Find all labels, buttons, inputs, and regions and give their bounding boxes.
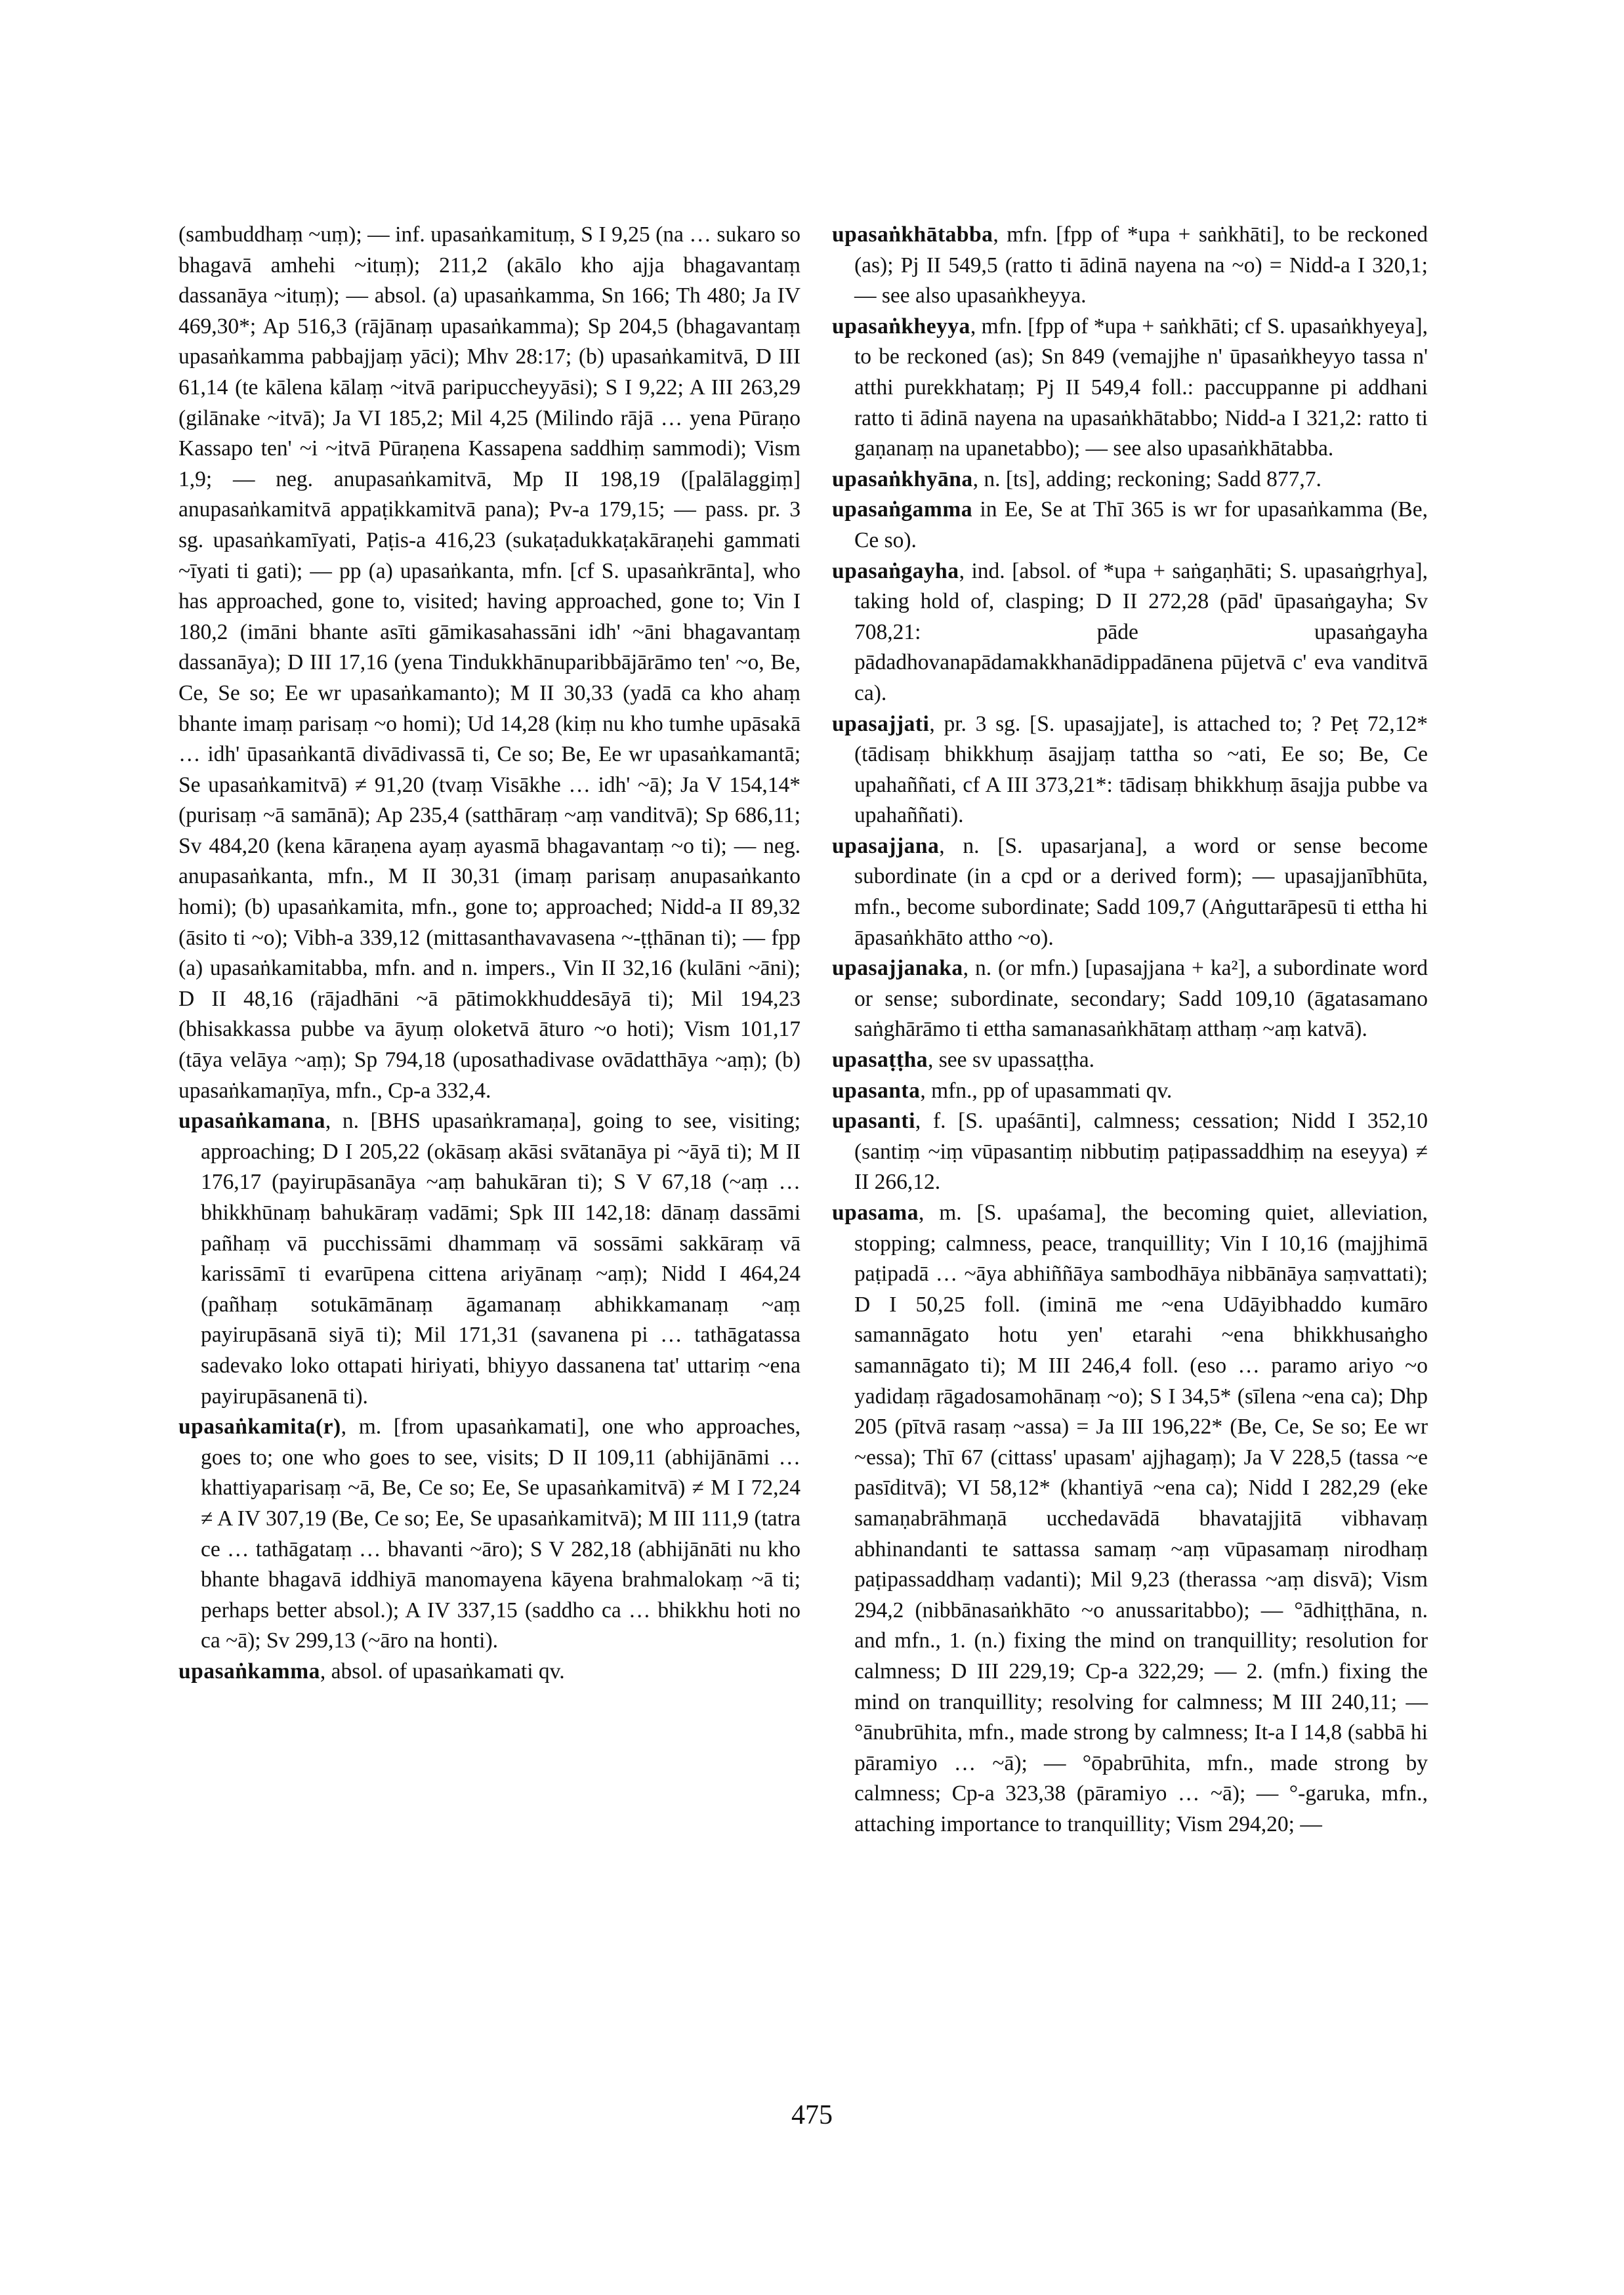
dictionary-entry — [832, 465, 1428, 495]
entry-body: , mfn. [fpp of *upa + saṅkhāti], to be reckoned (as); Pj II 549,5 (ratto ti ādinā nayena na ~o) = Nidd-a I 320,1; — see also upasaṅkheyya. — [854, 222, 1428, 308]
entry-body: , n. (or mfn.) [upasajjana + ka²], a subordinate word or sense; subordinate, secondary; Sadd 109,10 (āgatasamano saṅghārāmo ti ettha samanasaṅkhātaṃ atthaṃ ~aṃ katvā). — [854, 956, 1428, 1042]
dictionary-entry — [832, 1106, 1428, 1198]
dictionary-entry — [832, 220, 1428, 312]
page-number: 475 — [791, 2100, 833, 2130]
entry-headword: upasaṅgayha — [832, 558, 959, 583]
dictionary-entry — [832, 953, 1428, 1045]
entry-body: , n. [S. upasarjana], a word or sense become subordinate (in a cpd or a derived form); — upasajjanībhūta, mfn., become subordinate; Sadd 109,7 (Aṅguttarāpesū ti ettha hi āpasaṅkhāto attho ~o). — [854, 833, 1428, 950]
dictionary-entry — [832, 1045, 1428, 1076]
entry-body: in Ee, Se at Thī 365 is wr for upasaṅkamma (Be, Ce so). — [854, 497, 1428, 552]
dictionary-entry — [832, 831, 1428, 953]
entry-headword: upasaṭṭha — [832, 1048, 928, 1073]
entry-body: (sambuddhaṃ ~uṃ); — inf. upasaṅkamituṃ, S I 9,25 (na … sukaro so bhagavā amhehi ~ituṃ); 211,2 (akālo kho ajja bhagavantaṃ dassanāya ~ituṃ); — absol. (a) upasaṅkamma, Sn 166; Th 480; Ja IV 469,30*; Ap 516,3 (rājānaṃ upasaṅkamma); Sp 204,5 (bhagavantaṃ upasaṅkamma pabbajjaṃ yāci); Mhv 28:17; (b) upasaṅkamitvā, D III 61,14 (te kālena kālaṃ ~itvā paripuccheyyāsi); S I 9,22; A III 263,29 (gilānake ~itvā); Ja VI 185,2; Mil 4,25 (Milindo rājā … yena Pūraṇo Kassapo ten' ~i ~itvā Pūraṇena Kassapena saddhiṃ sammodi); Vism 1,9; — neg. anupasaṅkamitvā, Mp II 198,19 ([palālaggiṃ] anupasaṅkamitvā appaṭikkamitvā pana); Pv-a 179,15; — pass. pr. 3 sg. upasaṅkamīyati, Paṭis-a 416,23 (sukaṭadukkaṭakāraṇehi gammati ~īyati ti gati); — pp (a) upasaṅkanta, mfn. [cf S. upasaṅkrānta], who has approached, gone to, visited; having approached, gone to; Vin I 180,2 (imāni bhante asīti gāmikasahassāni idh' ~āni bhagavantaṃ dassanāya); D III 17,16 (yena Tindukkhānuparibbājārāmo ten' ~o, Be, Ce, Se so; Ee wr upasaṅkamanto); M II 30,33 (yadā ca kho ahaṃ bhante imaṃ parisaṃ ~o homi); Ud 14,28 (kiṃ nu kho tumhe upāsakā … idh' ūpasaṅkantā divādivassā ti, Ce so; Be, Ee wr upasaṅkamantā; Se upasaṅkamitvā) ≠ 91,20 (tvaṃ Visākhe … idh' ~ā); Ja V 154,14* (purisaṃ ~ā samānā); Ap 235,4 (satthāraṃ ~aṃ vanditvā); Sp 686,11; Sv 484,20 (kena kāraṇena ayaṃ ayasmā bhagavantaṃ ~o ti); — neg. anupasaṅkanta, mfn., M II 30,31 (imaṃ parisaṃ anupasaṅkanto homi); (b) upasaṅkamita, mfn., gone to; approached; Nidd-a II 89,32 (āsito ti ~o); Vibh-a 339,12 (mittasanthavavasena ~-ṭṭhānan ti); — fpp (a) upasaṅkamitabba, mfn. and n. impers., Vin II 32,16 (kulāni ~āni); D II 48,16 (rājadhāni ~ā pātimokkhuddesāyā ti); Mil 194,23 (bhisakkassa pubbe va āyuṃ oloketvā āturo ~o hoti); Vism 101,17 (tāya velāya ~aṃ); Sp 794,18 (uposathadivase ovādatthāya ~aṃ); (b) upasaṅkamaṇīya, mfn., Cp-a 332,4. — [178, 222, 801, 1103]
entry-headword: upasaṅkhātabba — [832, 222, 993, 247]
entry-headword: upasajjati — [832, 711, 930, 736]
entry-body: , mfn. [fpp of *upa + saṅkhāti; cf S. upasaṅkhyeya], to be reckoned (as); Sn 849 (vemajjhe n' ūpasaṅkheyyo tassa n' atthi purekkhataṃ; Pj II 549,4 foll.: paccuppanne pi addhani ratto ti ādinā nayena na upasaṅkhātabbo; Nidd-a I 321,2: ratto ti gaṇanaṃ na upanetabbo); — see also upasaṅkhātabba. — [854, 314, 1428, 461]
entry-headword: upasajjana — [832, 833, 940, 858]
entry-body: , f. [S. upaśānti], calmness; cessation; Nidd I 352,10 (santiṃ ~iṃ vūpasantiṃ nibbutiṃ paṭipassaddhiṃ na eseyya) ≠ II 266,12. — [854, 1109, 1428, 1195]
entry-body: , see sv upassaṭṭha. — [928, 1048, 1094, 1073]
entry-headword: upasajjanaka — [832, 956, 963, 981]
dictionary-entry — [832, 495, 1428, 556]
entry-headword: upasaṅgamma — [832, 497, 972, 522]
right-column — [832, 220, 1428, 1840]
entry-headword: upasanta — [832, 1078, 921, 1103]
entry-headword: upasaṅkhyāna — [832, 466, 973, 491]
entry-headword: upasama — [832, 1201, 919, 1225]
entry-body: , m. [S. upaśama], the becoming quiet, alleviation, stopping; calmness, peace, tranquillity; Vin I 10,16 (majjhimā paṭipadā … ~āya abhiññāya sambodhāya nibbānāya saṃvattati); D I 50,25 foll. (iminā me ~ena Udāyibhaddo kumāro samannāgato hotu yen' etarahi ~ena bhikkhusaṅgho samannāgato ti); M III 246,4 foll. (eso … paramo ariyo ~o yadidaṃ rāgadosamohānaṃ ~o); S I 34,5* (sīlena ~ena ca); Dhp 205 (pītvā rasaṃ ~assa) = Ja III 196,22* (Be, Ce, Se so; Ee wr ~essa); Thī 67 (cittass' upasam' ajjhagaṃ); Ja V 228,5 (tassa ~e pasīditvā); VI 58,12* (khantiyā ~ena ca); Nidd I 282,29 (eke samaṇabrāhmaṇā ucchedavādā bhavatajjitā vibhavaṃ abhinandanti te sattassa samaṃ ~aṃ vūpasamaṃ nirodhaṃ paṭipassaddhaṃ vadanti); Mil 9,23 (therassa ~aṃ disvā); Vism 294,2 (nibbānasaṅkhāto ~o anussaritabbo); — °ādhiṭṭhāna, n. and mfn., 1. (n.) fixing the mind on tranquillity; resolution for calmness; D III 229,19; Cp-a 322,29; — 2. (mfn.) fixing the mind on tranquillity; resolving for calmness; M III 240,11; — °ānubrūhita, mfn., made strong by calmness; It-a I 14,8 (sabbā hi pāramiyo … ~ā); — °ōpabrūhita, mfn., made strong by calmness; Cp-a 323,38 (pāramiyo … ~ā); — °-garuka, mfn., attaching importance to tranquillity; Vism 294,20; — — [854, 1201, 1428, 1836]
entry-body: , mfn., pp of upasammati qv. — [920, 1078, 1173, 1103]
entry-headword: upasaṅkamma — [178, 1659, 320, 1684]
entry-body: , n. [ts], adding; reckoning; Sadd 877,7. — [972, 466, 1322, 491]
dictionary-entry — [178, 1412, 801, 1657]
entry-body: , n. [BHS upasaṅkramaṇa], going to see, visiting; approaching; D I 205,22 (okāsaṃ akāsi svātanāya pi ~āyā ti); M II 176,17 (payirupāsanāya ~aṃ bahukāran ti); S V 67,18 (~aṃ … bhikkhūnaṃ bahukāraṃ vadāmi; Spk III 142,18: dānaṃ dassāmi pañhaṃ vā pucchissāmi dhammaṃ vā sossāmi sakkāraṃ vā karissāmī ti evarūpena cittena ariyānaṃ ~aṃ); Nidd I 464,24 (pañhaṃ sotukāmānaṃ āgamanaṃ abhikkamanaṃ ~aṃ payirupāsanā siyā ti); Mil 171,31 (savanena pi … tathāgatassa sadevako loko ottapati hiriyati, bhiyyo dassanena tat' uttariṃ ~ena payirupāsanenā ti). — [201, 1109, 801, 1409]
entry-body: , pr. 3 sg. [S. upasajjate], is attached to; ? Peṭ 72,12* (tādisaṃ bhikkhuṃ āsajjaṃ tattha so ~ati, Ee so; Be, Ce upahaññati, cf A III 373,21*: tādisaṃ bhikkhuṃ āsajja pubbe va upahaññati). — [854, 711, 1428, 828]
left-column — [178, 220, 801, 1687]
dictionary-entry — [832, 312, 1428, 465]
entry-body: , ind. [absol. of *upa + saṅgaṇhāti; S. upasaṅgṛhya], taking hold of, clasping; D II 272,28 (pād' ūpasaṅgayha; Sv 708,21: pāde upasaṅgayha pādadhovanapādamakkhanādippadānena pūjetvā c' eva vanditvā ca). — [854, 558, 1428, 705]
dictionary-entry — [178, 1657, 801, 1687]
entry-headword: upasaṅkamana — [178, 1109, 325, 1134]
entry-headword: upasaṅkamita(r) — [178, 1415, 341, 1439]
entry-body: , m. [from upasaṅkamati], one who approaches, goes to; one who goes to see, visits; D II 109,11 (abhijānāmi … khattiyaparisaṃ ~ā, Be, Ce so; Ee, Se upasaṅkamitvā) ≠ M I 72,24 ≠ A IV 307,19 (Be, Ce so; Ee, Se upasaṅkamitvā); M III 111,9 (tatra ce … tathāgataṃ … bhavanti ~āro); S V 282,18 (abhijānāti nu kho bhante bhagavā iddhiyā manomayena kāyena brahmalokaṃ ~ā ti; perhaps better absol.); A IV 337,15 (saddho ca … bhikkhu hoti no ca ~ā); Sv 299,13 (~āro na honti). — [201, 1415, 801, 1653]
entry-body: , absol. of upasaṅkamati qv. — [320, 1659, 565, 1684]
dictionary-entry — [832, 1198, 1428, 1840]
entry-headword: upasaṅkheyya — [832, 314, 970, 339]
dictionary-entry — [178, 1106, 801, 1412]
dictionary-entry — [832, 556, 1428, 709]
dictionary-entry — [832, 1076, 1428, 1107]
entry-headword: upasanti — [832, 1109, 915, 1134]
dictionary-entry — [832, 709, 1428, 831]
dictionary-entry — [178, 220, 801, 1106]
